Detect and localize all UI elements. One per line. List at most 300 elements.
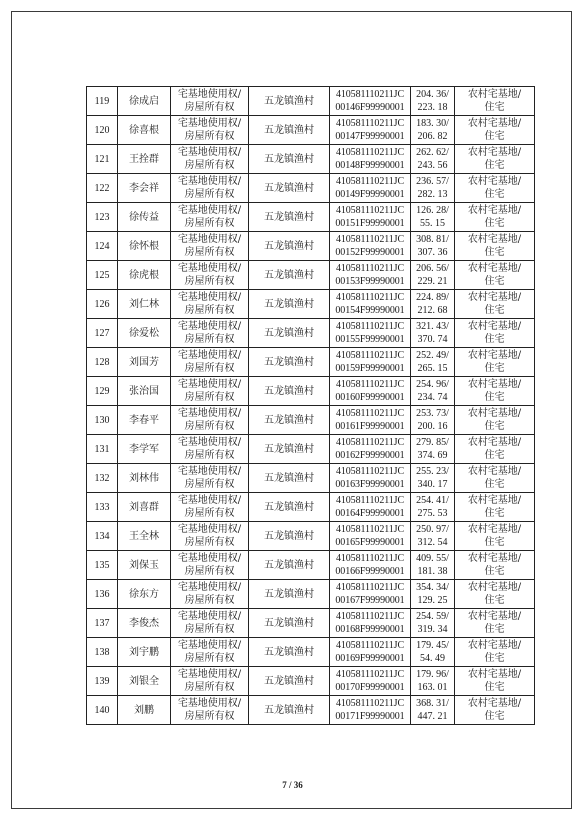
area-cell-line: 262. 62/ — [416, 147, 449, 158]
right-type-cell — [171, 348, 249, 377]
unit-code-cell-line: 410581110211JC — [335, 263, 405, 274]
unit-code-cell-line: 00148F99990001 — [335, 160, 405, 171]
land-use-cell-line: 住宅 — [484, 363, 505, 374]
right-type-cell-line: 房屋所有权 — [184, 276, 235, 287]
row-number-cell: 131 — [87, 435, 118, 464]
unit-code-cell-line: 00162F99990001 — [335, 450, 405, 461]
right-type-cell-line: 宅基地使用权/ — [177, 321, 242, 332]
area-cell-line: 181. 38 — [417, 566, 448, 577]
unit-code-cell-line: 00168F99990001 — [335, 624, 405, 635]
owner-name-cell: 李春平 — [118, 406, 171, 435]
area-cell — [411, 261, 455, 290]
land-use-cell — [455, 406, 535, 435]
land-use-cell — [455, 116, 535, 145]
unit-code-cell-line: 00169F99990001 — [335, 653, 405, 664]
land-use-cell-line: 农村宅基地/ — [467, 350, 522, 361]
table-row — [87, 493, 535, 522]
right-type-cell — [171, 696, 249, 725]
unit-code-cell-line: 410581110211JC — [335, 669, 405, 680]
right-type-cell — [171, 493, 249, 522]
row-number-cell: 120 — [87, 116, 118, 145]
land-use-cell — [455, 232, 535, 261]
owner-name-cell: 刘银全 — [118, 667, 171, 696]
unit-code-cell-line: 00161F99990001 — [335, 421, 405, 432]
right-type-cell-line: 宅基地使用权/ — [177, 89, 242, 100]
area-cell-line: 204. 36/ — [416, 89, 449, 100]
area-cell — [411, 464, 455, 493]
location-cell: 五龙镇渔村 — [249, 551, 330, 580]
area-cell — [411, 609, 455, 638]
area-cell — [411, 522, 455, 551]
land-use-cell — [455, 261, 535, 290]
page-number: 7 / 36 — [282, 780, 303, 790]
owner-name-cell: 徐成启 — [118, 87, 171, 116]
table-row — [87, 145, 535, 174]
right-type-cell-line: 房屋所有权 — [184, 566, 235, 577]
unit-code-cell-line: 410581110211JC — [335, 582, 405, 593]
unit-code-cell-line: 410581110211JC — [335, 89, 405, 100]
table-row — [87, 87, 535, 116]
land-use-cell-line: 住宅 — [484, 595, 505, 606]
unit-code-cell-line: 410581110211JC — [335, 553, 405, 564]
unit-code-cell-line: 410581110211JC — [335, 292, 405, 303]
unit-code-cell — [330, 261, 411, 290]
right-type-cell-line: 宅基地使用权/ — [177, 437, 242, 448]
location-cell: 五龙镇渔村 — [249, 667, 330, 696]
area-cell-line: 308. 81/ — [416, 234, 449, 245]
owner-name-cell: 李学军 — [118, 435, 171, 464]
location-cell: 五龙镇渔村 — [249, 145, 330, 174]
table-row — [87, 348, 535, 377]
location-cell: 五龙镇渔村 — [249, 290, 330, 319]
row-number-cell: 124 — [87, 232, 118, 261]
owner-name-cell: 王拴群 — [118, 145, 171, 174]
area-cell — [411, 145, 455, 174]
area-cell-line: 279. 85/ — [416, 437, 449, 448]
land-use-cell-line: 农村宅基地/ — [467, 234, 522, 245]
right-type-cell — [171, 638, 249, 667]
owner-name-cell: 李俊杰 — [118, 609, 171, 638]
right-type-cell-line: 宅基地使用权/ — [177, 379, 242, 390]
owner-name-cell: 刘仁林 — [118, 290, 171, 319]
land-use-cell-line: 农村宅基地/ — [467, 582, 522, 593]
unit-code-cell-line: 00166F99990001 — [335, 566, 405, 577]
right-type-cell-line: 房屋所有权 — [184, 218, 235, 229]
area-cell — [411, 174, 455, 203]
row-number-cell: 126 — [87, 290, 118, 319]
area-cell — [411, 551, 455, 580]
area-cell-line: 163. 01 — [417, 682, 448, 693]
land-use-cell — [455, 464, 535, 493]
unit-code-cell-line: 410581110211JC — [335, 437, 405, 448]
row-number-cell: 119 — [87, 87, 118, 116]
land-use-cell-line: 农村宅基地/ — [467, 553, 522, 564]
right-type-cell-line: 房屋所有权 — [184, 247, 235, 258]
area-cell — [411, 493, 455, 522]
area-cell-line: 254. 41/ — [416, 495, 449, 506]
land-use-cell — [455, 319, 535, 348]
area-cell-line: 253. 73/ — [416, 408, 449, 419]
unit-code-cell-line: 00160F99990001 — [335, 392, 405, 403]
location-cell: 五龙镇渔村 — [249, 464, 330, 493]
area-cell-line: 212. 68 — [417, 305, 448, 316]
unit-code-cell — [330, 406, 411, 435]
location-cell: 五龙镇渔村 — [249, 435, 330, 464]
location-cell: 五龙镇渔村 — [249, 232, 330, 261]
area-cell — [411, 348, 455, 377]
right-type-cell — [171, 319, 249, 348]
right-type-cell-line: 房屋所有权 — [184, 421, 235, 432]
unit-code-cell-line: 410581110211JC — [335, 640, 405, 651]
area-cell — [411, 87, 455, 116]
area-cell — [411, 319, 455, 348]
table-row — [87, 696, 535, 725]
unit-code-cell — [330, 696, 411, 725]
land-use-cell — [455, 145, 535, 174]
area-cell-line: 409. 55/ — [416, 553, 449, 564]
location-cell: 五龙镇渔村 — [249, 174, 330, 203]
unit-code-cell-line: 410581110211JC — [335, 205, 405, 216]
land-use-cell — [455, 377, 535, 406]
right-type-cell-line: 房屋所有权 — [184, 711, 235, 722]
land-use-cell-line: 住宅 — [484, 450, 505, 461]
table-row — [87, 464, 535, 493]
row-number-cell: 134 — [87, 522, 118, 551]
unit-code-cell-line: 00154F99990001 — [335, 305, 405, 316]
owner-name-cell: 刘国芳 — [118, 348, 171, 377]
owner-name-cell: 刘喜群 — [118, 493, 171, 522]
right-type-cell-line: 宅基地使用权/ — [177, 640, 242, 651]
right-type-cell-line: 宅基地使用权/ — [177, 495, 242, 506]
right-type-cell — [171, 290, 249, 319]
unit-code-cell-line: 00152F99990001 — [335, 247, 405, 258]
unit-code-cell-line: 00147F99990001 — [335, 131, 405, 142]
row-number-cell: 139 — [87, 667, 118, 696]
right-type-cell-line: 宅基地使用权/ — [177, 611, 242, 622]
right-type-cell-line: 房屋所有权 — [184, 508, 235, 519]
land-use-cell-line: 住宅 — [484, 508, 505, 519]
area-cell — [411, 232, 455, 261]
row-number-cell: 127 — [87, 319, 118, 348]
land-use-cell-line: 农村宅基地/ — [467, 118, 522, 129]
area-cell-line: 374. 69 — [417, 450, 448, 461]
right-type-cell-line: 房屋所有权 — [184, 595, 235, 606]
area-cell-line: 354. 34/ — [416, 582, 449, 593]
area-cell — [411, 116, 455, 145]
registry-table — [86, 86, 535, 725]
owner-name-cell: 刘林伟 — [118, 464, 171, 493]
right-type-cell-line: 房屋所有权 — [184, 537, 235, 548]
table-row — [87, 609, 535, 638]
row-number-cell: 128 — [87, 348, 118, 377]
land-use-cell-line: 农村宅基地/ — [467, 321, 522, 332]
unit-code-cell-line: 410581110211JC — [335, 495, 405, 506]
location-cell: 五龙镇渔村 — [249, 203, 330, 232]
land-use-cell-line: 住宅 — [484, 247, 505, 258]
location-cell: 五龙镇渔村 — [249, 493, 330, 522]
land-use-cell-line: 住宅 — [484, 537, 505, 548]
land-use-cell-line: 农村宅基地/ — [467, 89, 522, 100]
area-cell-line: 282. 13 — [417, 189, 448, 200]
area-cell-line: 368. 31/ — [416, 698, 449, 709]
owner-name-cell: 刘宇鹏 — [118, 638, 171, 667]
right-type-cell — [171, 464, 249, 493]
area-cell-line: 243. 56 — [417, 160, 448, 171]
row-number-cell: 132 — [87, 464, 118, 493]
unit-code-cell-line: 00163F99990001 — [335, 479, 405, 490]
unit-code-cell — [330, 203, 411, 232]
unit-code-cell-line: 00153F99990001 — [335, 276, 405, 287]
unit-code-cell — [330, 319, 411, 348]
unit-code-cell — [330, 667, 411, 696]
unit-code-cell — [330, 638, 411, 667]
land-use-cell-line: 农村宅基地/ — [467, 669, 522, 680]
table-row — [87, 580, 535, 609]
location-cell: 五龙镇渔村 — [249, 261, 330, 290]
area-cell-line: 321. 43/ — [416, 321, 449, 332]
unit-code-cell — [330, 493, 411, 522]
right-type-cell-line: 宅基地使用权/ — [177, 524, 242, 535]
right-type-cell — [171, 87, 249, 116]
area-cell-line: 447. 21 — [417, 711, 448, 722]
row-number-cell: 133 — [87, 493, 118, 522]
unit-code-cell — [330, 87, 411, 116]
land-use-cell-line: 农村宅基地/ — [467, 205, 522, 216]
unit-code-cell — [330, 290, 411, 319]
right-type-cell-line: 宅基地使用权/ — [177, 350, 242, 361]
unit-code-cell-line: 00149F99990001 — [335, 189, 405, 200]
table-row — [87, 377, 535, 406]
unit-code-cell — [330, 145, 411, 174]
table-row — [87, 290, 535, 319]
owner-name-cell: 徐怀根 — [118, 232, 171, 261]
land-use-cell-line: 农村宅基地/ — [467, 495, 522, 506]
area-cell-line: 312. 54 — [417, 537, 448, 548]
unit-code-cell-line: 00159F99990001 — [335, 363, 405, 374]
unit-code-cell-line: 00146F99990001 — [335, 102, 405, 113]
right-type-cell — [171, 116, 249, 145]
right-type-cell-line: 房屋所有权 — [184, 305, 235, 316]
land-use-cell-line: 住宅 — [484, 392, 505, 403]
table-row — [87, 638, 535, 667]
area-cell-line: 254. 59/ — [416, 611, 449, 622]
right-type-cell-line: 宅基地使用权/ — [177, 118, 242, 129]
location-cell: 五龙镇渔村 — [249, 406, 330, 435]
land-use-cell-line: 农村宅基地/ — [467, 292, 522, 303]
right-type-cell — [171, 261, 249, 290]
unit-code-cell-line: 410581110211JC — [335, 524, 405, 535]
land-use-cell — [455, 290, 535, 319]
land-use-cell-line: 住宅 — [484, 160, 505, 171]
unit-code-cell-line: 410581110211JC — [335, 147, 405, 158]
land-use-cell-line: 住宅 — [484, 624, 505, 635]
land-use-cell-line: 农村宅基地/ — [467, 408, 522, 419]
unit-code-cell — [330, 116, 411, 145]
right-type-cell-line: 房屋所有权 — [184, 624, 235, 635]
area-cell — [411, 203, 455, 232]
right-type-cell — [171, 609, 249, 638]
owner-name-cell: 李会祥 — [118, 174, 171, 203]
land-use-cell-line: 农村宅基地/ — [467, 176, 522, 187]
unit-code-cell-line: 410581110211JC — [335, 321, 405, 332]
right-type-cell-line: 房屋所有权 — [184, 131, 235, 142]
right-type-cell-line: 房屋所有权 — [184, 479, 235, 490]
unit-code-cell-line: 410581110211JC — [335, 350, 405, 361]
area-cell-line: 183. 30/ — [416, 118, 449, 129]
right-type-cell-line: 房屋所有权 — [184, 363, 235, 374]
unit-code-cell-line: 410581110211JC — [335, 176, 405, 187]
area-cell-line: 224. 89/ — [416, 292, 449, 303]
land-use-cell — [455, 87, 535, 116]
area-cell — [411, 580, 455, 609]
area-cell — [411, 406, 455, 435]
location-cell: 五龙镇渔村 — [249, 580, 330, 609]
location-cell: 五龙镇渔村 — [249, 116, 330, 145]
row-number-cell: 122 — [87, 174, 118, 203]
location-cell: 五龙镇渔村 — [249, 638, 330, 667]
land-use-cell-line: 农村宅基地/ — [467, 640, 522, 651]
area-cell — [411, 667, 455, 696]
owner-name-cell: 刘鹏 — [118, 696, 171, 725]
area-cell-line: 254. 96/ — [416, 379, 449, 390]
row-number-cell: 121 — [87, 145, 118, 174]
land-use-cell — [455, 522, 535, 551]
table-row — [87, 174, 535, 203]
area-cell-line: 55. 15 — [420, 218, 445, 229]
table-row — [87, 435, 535, 464]
right-type-cell — [171, 522, 249, 551]
unit-code-cell-line: 410581110211JC — [335, 466, 405, 477]
unit-code-cell-line: 410581110211JC — [335, 234, 405, 245]
unit-code-cell — [330, 580, 411, 609]
land-use-cell-line: 住宅 — [484, 711, 505, 722]
land-use-cell — [455, 638, 535, 667]
row-number-cell: 123 — [87, 203, 118, 232]
area-cell-line: 126. 28/ — [416, 205, 449, 216]
area-cell-line: 252. 49/ — [416, 350, 449, 361]
table-row — [87, 261, 535, 290]
land-use-cell-line: 农村宅基地/ — [467, 611, 522, 622]
right-type-cell — [171, 435, 249, 464]
unit-code-cell-line: 410581110211JC — [335, 379, 405, 390]
unit-code-cell-line: 00165F99990001 — [335, 537, 405, 548]
area-cell-line: 265. 15 — [417, 363, 448, 374]
owner-name-cell: 徐东方 — [118, 580, 171, 609]
table-row — [87, 319, 535, 348]
table-row — [87, 232, 535, 261]
land-use-cell-line: 住宅 — [484, 421, 505, 432]
location-cell: 五龙镇渔村 — [249, 522, 330, 551]
unit-code-cell-line: 00170F99990001 — [335, 682, 405, 693]
row-number-cell: 136 — [87, 580, 118, 609]
table-row — [87, 667, 535, 696]
right-type-cell — [171, 203, 249, 232]
owner-name-cell: 张治国 — [118, 377, 171, 406]
right-type-cell — [171, 174, 249, 203]
row-number-cell: 129 — [87, 377, 118, 406]
right-type-cell-line: 房屋所有权 — [184, 653, 235, 664]
area-cell-line: 307. 36 — [417, 247, 448, 258]
unit-code-cell — [330, 551, 411, 580]
row-number-cell: 130 — [87, 406, 118, 435]
right-type-cell-line: 宅基地使用权/ — [177, 292, 242, 303]
unit-code-cell — [330, 609, 411, 638]
area-cell-line: 250. 97/ — [416, 524, 449, 535]
area-cell-line: 275. 53 — [417, 508, 448, 519]
right-type-cell-line: 房屋所有权 — [184, 160, 235, 171]
unit-code-cell-line: 00151F99990001 — [335, 218, 405, 229]
unit-code-cell — [330, 464, 411, 493]
row-number-cell: 135 — [87, 551, 118, 580]
unit-code-cell-line: 00164F99990001 — [335, 508, 405, 519]
right-type-cell-line: 宅基地使用权/ — [177, 408, 242, 419]
area-cell-line: 206. 56/ — [416, 263, 449, 274]
area-cell-line: 340. 17 — [417, 479, 448, 490]
land-use-cell-line: 住宅 — [484, 276, 505, 287]
unit-code-cell-line: 00171F99990001 — [335, 711, 405, 722]
area-cell — [411, 377, 455, 406]
table-row — [87, 522, 535, 551]
unit-code-cell-line: 410581110211JC — [335, 611, 405, 622]
right-type-cell-line: 房屋所有权 — [184, 334, 235, 345]
unit-code-cell-line: 410581110211JC — [335, 698, 405, 709]
area-cell-line: 200. 16 — [417, 421, 448, 432]
right-type-cell-line: 房屋所有权 — [184, 189, 235, 200]
area-cell-line: 206. 82 — [417, 131, 448, 142]
right-type-cell-line: 宅基地使用权/ — [177, 669, 242, 680]
right-type-cell-line: 宅基地使用权/ — [177, 466, 242, 477]
table-row — [87, 116, 535, 145]
land-use-cell-line: 住宅 — [484, 653, 505, 664]
right-type-cell-line: 房屋所有权 — [184, 450, 235, 461]
land-use-cell-line: 农村宅基地/ — [467, 379, 522, 390]
right-type-cell-line: 宅基地使用权/ — [177, 553, 242, 564]
land-use-cell-line: 住宅 — [484, 189, 505, 200]
right-type-cell — [171, 551, 249, 580]
land-use-cell-line: 住宅 — [484, 305, 505, 316]
land-use-cell — [455, 174, 535, 203]
land-use-cell-line: 住宅 — [484, 218, 505, 229]
area-cell-line: 229. 21 — [417, 276, 448, 287]
table-row — [87, 203, 535, 232]
land-use-cell-line: 农村宅基地/ — [467, 524, 522, 535]
right-type-cell — [171, 145, 249, 174]
land-use-cell-line: 住宅 — [484, 131, 505, 142]
row-number-cell: 125 — [87, 261, 118, 290]
land-use-cell — [455, 609, 535, 638]
owner-name-cell: 徐爱松 — [118, 319, 171, 348]
location-cell: 五龙镇渔村 — [249, 609, 330, 638]
location-cell: 五龙镇渔村 — [249, 348, 330, 377]
right-type-cell — [171, 232, 249, 261]
right-type-cell — [171, 667, 249, 696]
location-cell: 五龙镇渔村 — [249, 696, 330, 725]
right-type-cell-line: 宅基地使用权/ — [177, 263, 242, 274]
area-cell-line: 223. 18 — [417, 102, 448, 113]
right-type-cell-line: 房屋所有权 — [184, 392, 235, 403]
land-use-cell — [455, 551, 535, 580]
row-number-cell: 140 — [87, 696, 118, 725]
unit-code-cell-line: 410581110211JC — [335, 408, 405, 419]
land-use-cell-line: 农村宅基地/ — [467, 466, 522, 477]
area-cell-line: 179. 96/ — [416, 669, 449, 680]
land-use-cell — [455, 580, 535, 609]
unit-code-cell — [330, 232, 411, 261]
owner-name-cell: 王全林 — [118, 522, 171, 551]
land-use-cell-line: 住宅 — [484, 682, 505, 693]
right-type-cell-line: 宅基地使用权/ — [177, 698, 242, 709]
row-number-cell: 138 — [87, 638, 118, 667]
